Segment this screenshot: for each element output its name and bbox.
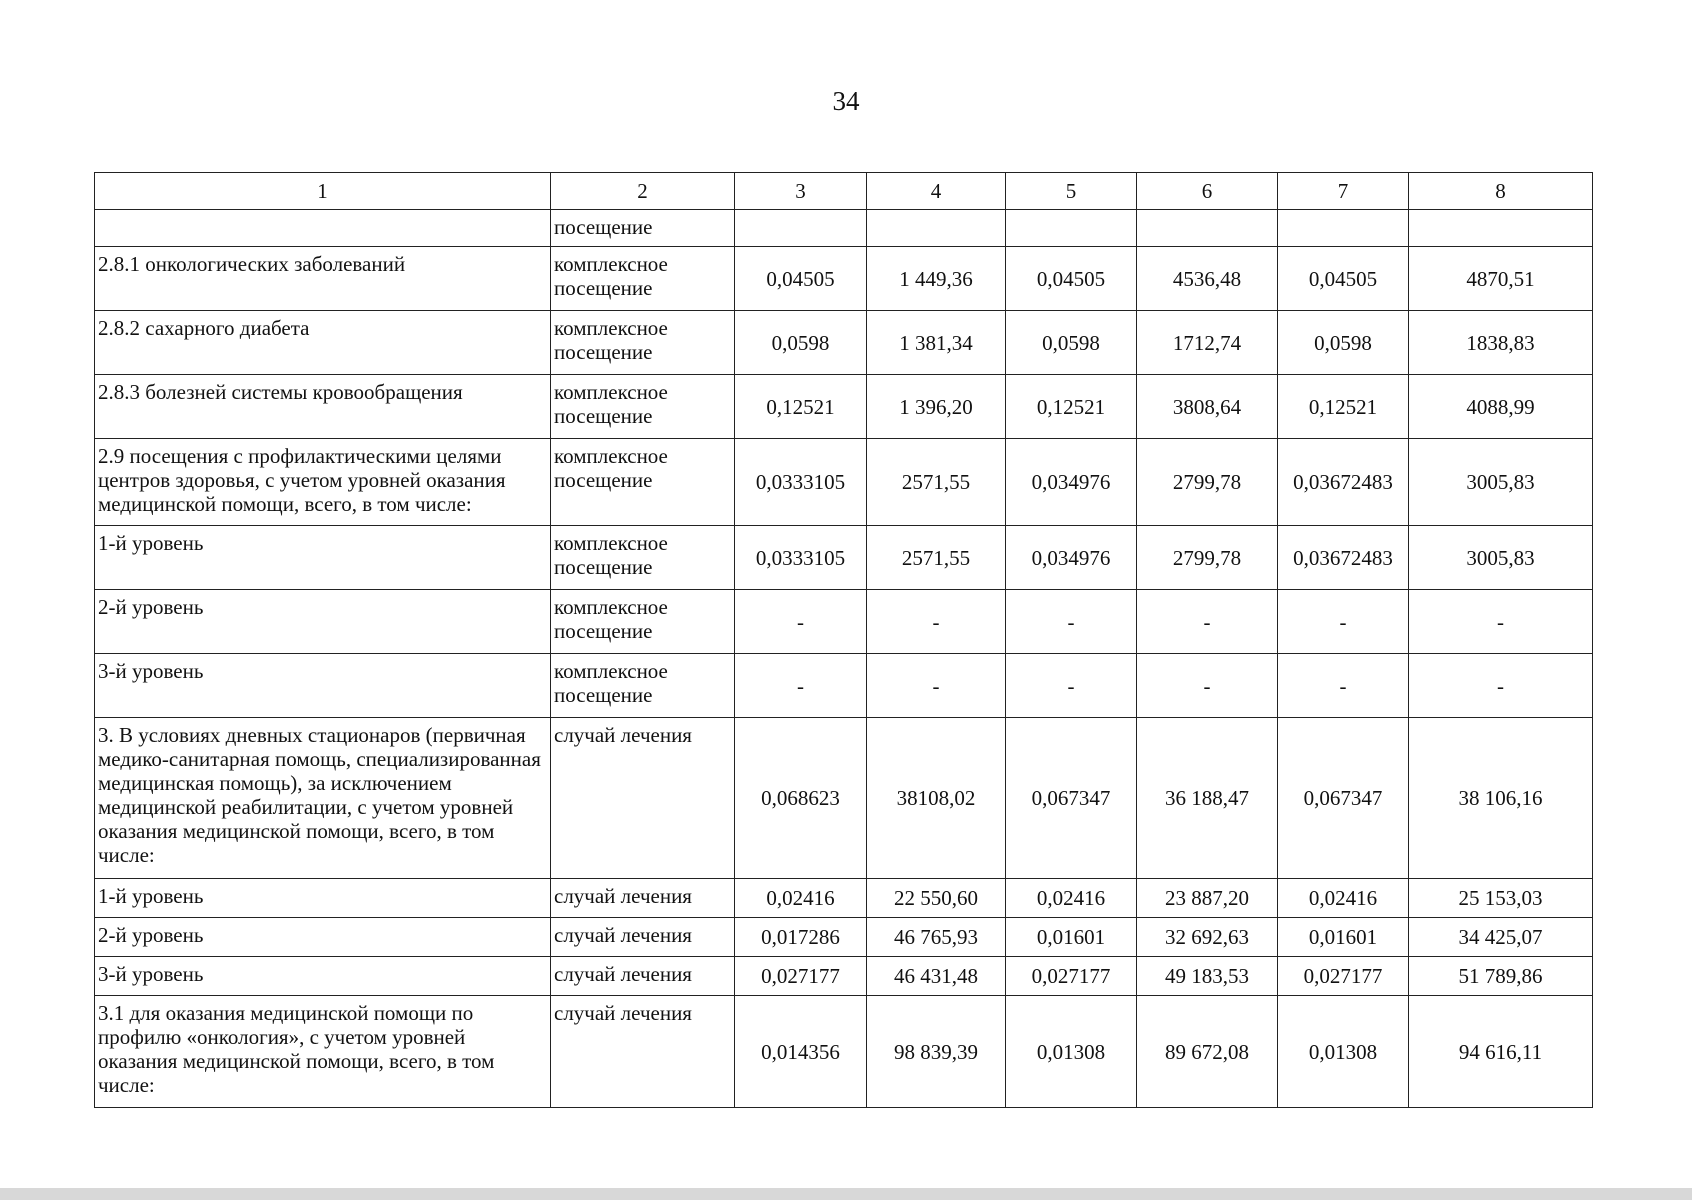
value-cell: -	[1137, 590, 1278, 654]
value-cell: 1 449,36	[867, 247, 1006, 311]
value-cell: 0,04505	[735, 247, 867, 311]
table-row	[95, 526, 1593, 590]
column-header: 3	[735, 173, 867, 210]
column-header: 4	[867, 173, 1006, 210]
row-unit-cell: случай лечения	[551, 957, 735, 996]
value-cell	[867, 210, 1006, 247]
row-unit-cell: случай лечения	[551, 918, 735, 957]
value-cell: -	[1006, 654, 1137, 718]
value-cell: 98 839,39	[867, 996, 1006, 1108]
table-row	[95, 590, 1593, 654]
row-unit-cell: комплексное посещение	[551, 439, 735, 526]
table-row	[95, 718, 1593, 879]
value-cell: 0,0333105	[735, 526, 867, 590]
value-cell: 3808,64	[1137, 375, 1278, 439]
column-header: 7	[1278, 173, 1409, 210]
value-cell: 23 887,20	[1137, 879, 1278, 918]
value-cell: -	[735, 590, 867, 654]
row-unit-cell: случай лечения	[551, 879, 735, 918]
value-cell: 0,01308	[1278, 996, 1409, 1108]
value-cell: -	[1278, 654, 1409, 718]
value-cell	[1409, 210, 1593, 247]
value-cell: 0,0598	[1006, 311, 1137, 375]
row-unit-cell: комплексное посещение	[551, 311, 735, 375]
value-cell: 0,02416	[1278, 879, 1409, 918]
value-cell	[1278, 210, 1409, 247]
value-cell: 32 692,63	[1137, 918, 1278, 957]
row-name-cell: 1-й уровень	[95, 526, 551, 590]
row-name-cell: 2.8.2 сахарного диабета	[95, 311, 551, 375]
row-name-cell: 3-й уровень	[95, 957, 551, 996]
value-cell: 0,02416	[1006, 879, 1137, 918]
table-row	[95, 375, 1593, 439]
table-row	[95, 311, 1593, 375]
value-cell: 1838,83	[1409, 311, 1593, 375]
value-cell: 1 396,20	[867, 375, 1006, 439]
value-cell: 0,04505	[1006, 247, 1137, 311]
header-row	[95, 173, 1593, 210]
value-cell: 0,017286	[735, 918, 867, 957]
row-unit-cell: комплексное посещение	[551, 590, 735, 654]
value-cell: 46 431,48	[867, 957, 1006, 996]
value-cell: 25 153,03	[1409, 879, 1593, 918]
value-cell: 0,014356	[735, 996, 867, 1108]
table-row	[95, 654, 1593, 718]
value-cell: 0,02416	[735, 879, 867, 918]
row-unit-cell: комплексное посещение	[551, 654, 735, 718]
value-cell: 0,01308	[1006, 996, 1137, 1108]
value-cell: 0,12521	[1006, 375, 1137, 439]
row-name-cell: 2-й уровень	[95, 918, 551, 957]
value-cell	[735, 210, 867, 247]
row-unit-cell: комплексное посещение	[551, 247, 735, 311]
value-cell: 46 765,93	[867, 918, 1006, 957]
value-cell: 89 672,08	[1137, 996, 1278, 1108]
value-cell: 2799,78	[1137, 526, 1278, 590]
value-cell: 38108,02	[867, 718, 1006, 879]
row-name-cell: 3-й уровень	[95, 654, 551, 718]
value-cell: 3005,83	[1409, 439, 1593, 526]
column-header: 1	[95, 173, 551, 210]
value-cell: 0,034976	[1006, 439, 1137, 526]
value-cell: 0,068623	[735, 718, 867, 879]
value-cell: 0,01601	[1006, 918, 1137, 957]
value-cell: 1 381,34	[867, 311, 1006, 375]
column-header: 8	[1409, 173, 1593, 210]
value-cell: 34 425,07	[1409, 918, 1593, 957]
value-cell: 51 789,86	[1409, 957, 1593, 996]
value-cell: 3005,83	[1409, 526, 1593, 590]
row-unit-cell: случай лечения	[551, 996, 735, 1108]
value-cell: 0,12521	[1278, 375, 1409, 439]
value-cell: -	[1409, 590, 1593, 654]
row-name-cell: 2.8.3 болезней системы кровообращения	[95, 375, 551, 439]
value-cell: 4870,51	[1409, 247, 1593, 311]
value-cell: -	[1006, 590, 1137, 654]
row-name-cell: 3.1 для оказания медицинской помощи по профилю «онкология», с учетом уровней оказания медицинской помощи, всего, в том числе:	[95, 996, 551, 1108]
page-number: 34	[832, 86, 860, 116]
value-cell: 0,0598	[735, 311, 867, 375]
scan-edge	[0, 1188, 1692, 1200]
row-name-cell: 3. В условиях дневных стационаров (первичная медико-санитарная помощь, специализированная медицинская помощь), за исключением медицинской реабилитации, с учетом уровней оказания медицинской помощи, всего, в том числе:	[95, 718, 551, 879]
value-cell: 0,034976	[1006, 526, 1137, 590]
value-cell: -	[1278, 590, 1409, 654]
value-cell: 4536,48	[1137, 247, 1278, 311]
column-header: 5	[1006, 173, 1137, 210]
value-cell: 38 106,16	[1409, 718, 1593, 879]
value-cell: 0,0598	[1278, 311, 1409, 375]
row-unit-cell: случай лечения	[551, 718, 735, 879]
value-cell: 0,027177	[1006, 957, 1137, 996]
value-cell: 0,027177	[1278, 957, 1409, 996]
table-row	[95, 439, 1593, 526]
value-cell: 22 550,60	[867, 879, 1006, 918]
value-cell	[1137, 210, 1278, 247]
value-cell: 2571,55	[867, 526, 1006, 590]
value-cell: 0,067347	[1006, 718, 1137, 879]
row-name-cell: 2.8.1 онкологических заболеваний	[95, 247, 551, 311]
table-row	[95, 957, 1593, 996]
value-cell: 2571,55	[867, 439, 1006, 526]
value-cell: 0,01601	[1278, 918, 1409, 957]
value-cell: 49 183,53	[1137, 957, 1278, 996]
value-cell: -	[1409, 654, 1593, 718]
value-cell: -	[735, 654, 867, 718]
value-cell	[1006, 210, 1137, 247]
table-row	[95, 210, 1593, 247]
value-cell: 36 188,47	[1137, 718, 1278, 879]
row-name-cell: 1-й уровень	[95, 879, 551, 918]
data-table	[94, 172, 1593, 1108]
table-row	[95, 247, 1593, 311]
row-name-cell: 2-й уровень	[95, 590, 551, 654]
row-unit-cell: посещение	[551, 210, 735, 247]
value-cell: 94 616,11	[1409, 996, 1593, 1108]
column-header: 6	[1137, 173, 1278, 210]
value-cell: 4088,99	[1409, 375, 1593, 439]
value-cell: 0,04505	[1278, 247, 1409, 311]
value-cell: 0,03672483	[1278, 526, 1409, 590]
value-cell: -	[1137, 654, 1278, 718]
value-cell: 1712,74	[1137, 311, 1278, 375]
table-row	[95, 879, 1593, 918]
value-cell: 0,12521	[735, 375, 867, 439]
row-name-cell	[95, 210, 551, 247]
value-cell: 2799,78	[1137, 439, 1278, 526]
table-row	[95, 918, 1593, 957]
value-cell: 0,0333105	[735, 439, 867, 526]
value-cell: -	[867, 590, 1006, 654]
column-header: 2	[551, 173, 735, 210]
row-unit-cell: комплексное посещение	[551, 526, 735, 590]
value-cell: 0,027177	[735, 957, 867, 996]
row-unit-cell: комплексное посещение	[551, 375, 735, 439]
table-row	[95, 996, 1593, 1108]
value-cell: 0,03672483	[1278, 439, 1409, 526]
row-name-cell: 2.9 посещения с профилактическими целями центров здоровья, с учетом уровней оказания медицинской помощи, всего, в том числе:	[95, 439, 551, 526]
value-cell: 0,067347	[1278, 718, 1409, 879]
value-cell: -	[867, 654, 1006, 718]
